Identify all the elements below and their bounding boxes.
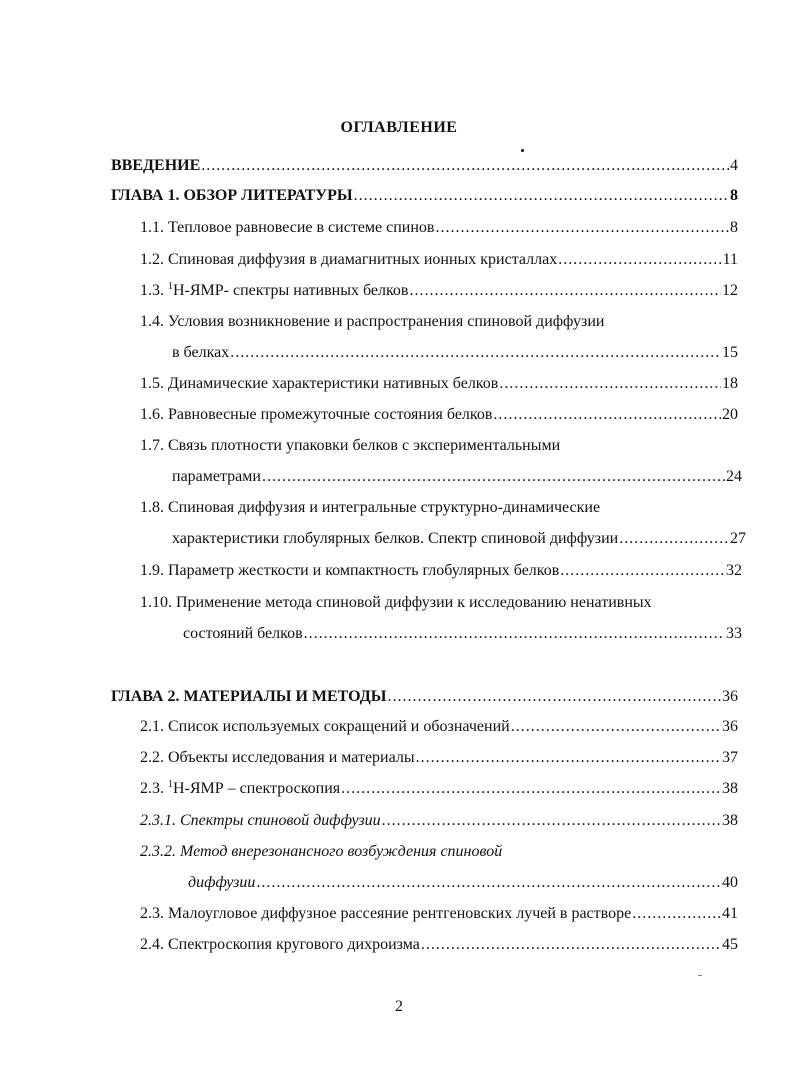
page-number: 2	[395, 998, 403, 1015]
dot-leader	[493, 405, 721, 425]
toc-label: 1.5. Динамические характеристики нативных белков	[140, 375, 499, 392]
toc-entry-1-7[interactable]	[172, 467, 742, 487]
dot-leader	[354, 186, 729, 206]
dot-leader	[256, 873, 721, 893]
dot-leader	[421, 935, 721, 955]
toc-label: 1.9. Параметр жесткости и компактность глобулярных белков	[140, 562, 560, 579]
toc-entry-chapter-2[interactable]	[111, 687, 738, 707]
dot-leader	[341, 779, 721, 799]
toc-entry-1-5[interactable]	[140, 374, 738, 394]
toc-page: 12	[722, 282, 738, 299]
toc-page: 38	[722, 812, 738, 829]
toc-page: 32	[726, 562, 742, 579]
toc-page: 37	[722, 749, 738, 766]
toc-page: 45	[722, 936, 738, 953]
dot-leader	[511, 717, 721, 737]
toc-entry-2-3-1[interactable]	[140, 811, 738, 831]
dot-leader	[619, 529, 729, 549]
dot-leader	[435, 218, 729, 238]
toc-label: ВВЕДЕНИЕ	[111, 157, 201, 174]
toc-entry-2-3-2[interactable]	[188, 873, 738, 893]
toc-label: 1.2. Спиновая диффузия в диамагнитных ионных кристаллах	[140, 251, 558, 268]
toc-entry-1-2[interactable]	[140, 250, 738, 270]
toc-page: 15	[722, 344, 738, 361]
scan-dot	[521, 149, 524, 152]
toc-page: 36	[722, 688, 738, 705]
toc-entry-1-7-line1[interactable]: 1.7. Связь плотности упаковки белков с экспериментальными	[140, 437, 561, 454]
toc-page: 4	[730, 157, 738, 174]
toc-page: 40	[722, 874, 738, 891]
toc-label: 2.3.1. Спектры спиновой диффузии	[140, 812, 381, 829]
toc-title: ОГЛАВЛЕНИЕ	[340, 119, 458, 136]
toc-entry-chapter-1[interactable]	[111, 186, 738, 206]
toc-entry-1-10-line1[interactable]: 1.10. Применение метода спиновой диффузии к исследованию ненативных	[140, 594, 652, 611]
section-title: Н-ЯМР- спектры нативных белков	[173, 282, 409, 299]
toc-label	[140, 281, 408, 301]
toc-entry-intro[interactable]	[111, 156, 738, 176]
toc-entry-1-8[interactable]	[172, 529, 746, 549]
toc-page: 11	[722, 251, 738, 268]
dot-leader	[558, 250, 721, 270]
toc-label: 2.3. Малоугловое диффузное рассеяние рентгеновских лучей в растворе	[140, 905, 632, 922]
dot-leader	[560, 561, 725, 581]
toc-entry-1-1[interactable]	[140, 218, 738, 238]
toc-label: 2.1. Список используемых сокращений и обозначений	[140, 718, 510, 735]
dot-leader	[632, 904, 721, 924]
toc-page: 20	[722, 406, 738, 423]
toc-label: 2.2. Объекты исследования и материалы	[140, 749, 415, 766]
toc-entry-2-3[interactable]	[140, 779, 738, 799]
toc-page: 33	[726, 625, 742, 642]
toc-page: 41	[722, 905, 738, 922]
toc-entry-1-10[interactable]	[183, 624, 742, 644]
dot-leader	[499, 374, 721, 394]
dot-leader	[201, 156, 729, 176]
toc-entry-1-6[interactable]	[140, 405, 738, 425]
dot-leader	[409, 281, 721, 301]
toc-label: ГЛАВА 1. ОБЗОР ЛИТЕРАТУРЫ	[111, 187, 353, 204]
toc-page: 27	[730, 530, 746, 547]
scan-speck	[698, 975, 702, 976]
toc-entry-2-4[interactable]	[140, 935, 738, 955]
toc-entry-1-4-line1[interactable]: 1.4. Условия возникновение и распространения спиновой диффузии	[140, 313, 605, 330]
toc-page: 8	[730, 187, 738, 204]
toc-label: в белках	[172, 344, 230, 361]
toc-entry-1-9[interactable]	[140, 561, 742, 581]
toc-label: характеристики глобулярных белков. Спектр спиновой диффузии	[172, 530, 619, 547]
toc-page: 8	[730, 219, 738, 236]
dot-leader	[416, 748, 721, 768]
toc-entry-2-1[interactable]	[140, 717, 738, 737]
dot-leader	[230, 343, 721, 363]
superscript: 1	[168, 281, 173, 292]
toc-entry-1-8-line1[interactable]: 1.8. Спиновая диффузия и интегральные структурно-динамические	[140, 499, 601, 516]
toc-entry-2-3b[interactable]	[140, 904, 738, 924]
toc-page: 24	[726, 468, 742, 485]
toc-page: 36	[722, 718, 738, 735]
toc-label: диффузии	[188, 874, 256, 891]
dot-leader	[304, 624, 725, 644]
toc-label: состояний белков	[183, 625, 303, 642]
toc-label: 1.1. Тепловое равновесие в системе спинов	[140, 219, 435, 236]
superscript: 1	[168, 779, 173, 790]
toc-label: 1.6. Равновесные промежуточные состояния белков	[140, 406, 493, 423]
dot-leader	[388, 687, 721, 707]
toc-label: ГЛАВА 2. МАТЕРИАЛЫ И МЕТОДЫ	[111, 688, 387, 705]
section-number: 2.3.	[140, 780, 168, 797]
section-number: 1.3.	[140, 282, 168, 299]
toc-label	[140, 779, 340, 799]
toc-entry-1-4[interactable]	[172, 343, 738, 363]
dot-leader	[262, 467, 725, 487]
toc-entry-2-3-2-line1[interactable]: 2.3.2. Метод внерезонансного возбуждения спиновой	[140, 843, 503, 860]
section-title: Н-ЯМР – спектроскопия	[173, 780, 341, 797]
toc-label: параметрами	[172, 468, 261, 485]
toc-entry-2-2[interactable]	[140, 748, 738, 768]
toc-entry-1-3[interactable]	[140, 281, 738, 301]
toc-page: 38	[722, 780, 738, 797]
toc-page: 18	[722, 375, 738, 392]
dot-leader	[382, 811, 721, 831]
toc-label: 2.4. Спектроскопия кругового дихроизма	[140, 936, 420, 953]
